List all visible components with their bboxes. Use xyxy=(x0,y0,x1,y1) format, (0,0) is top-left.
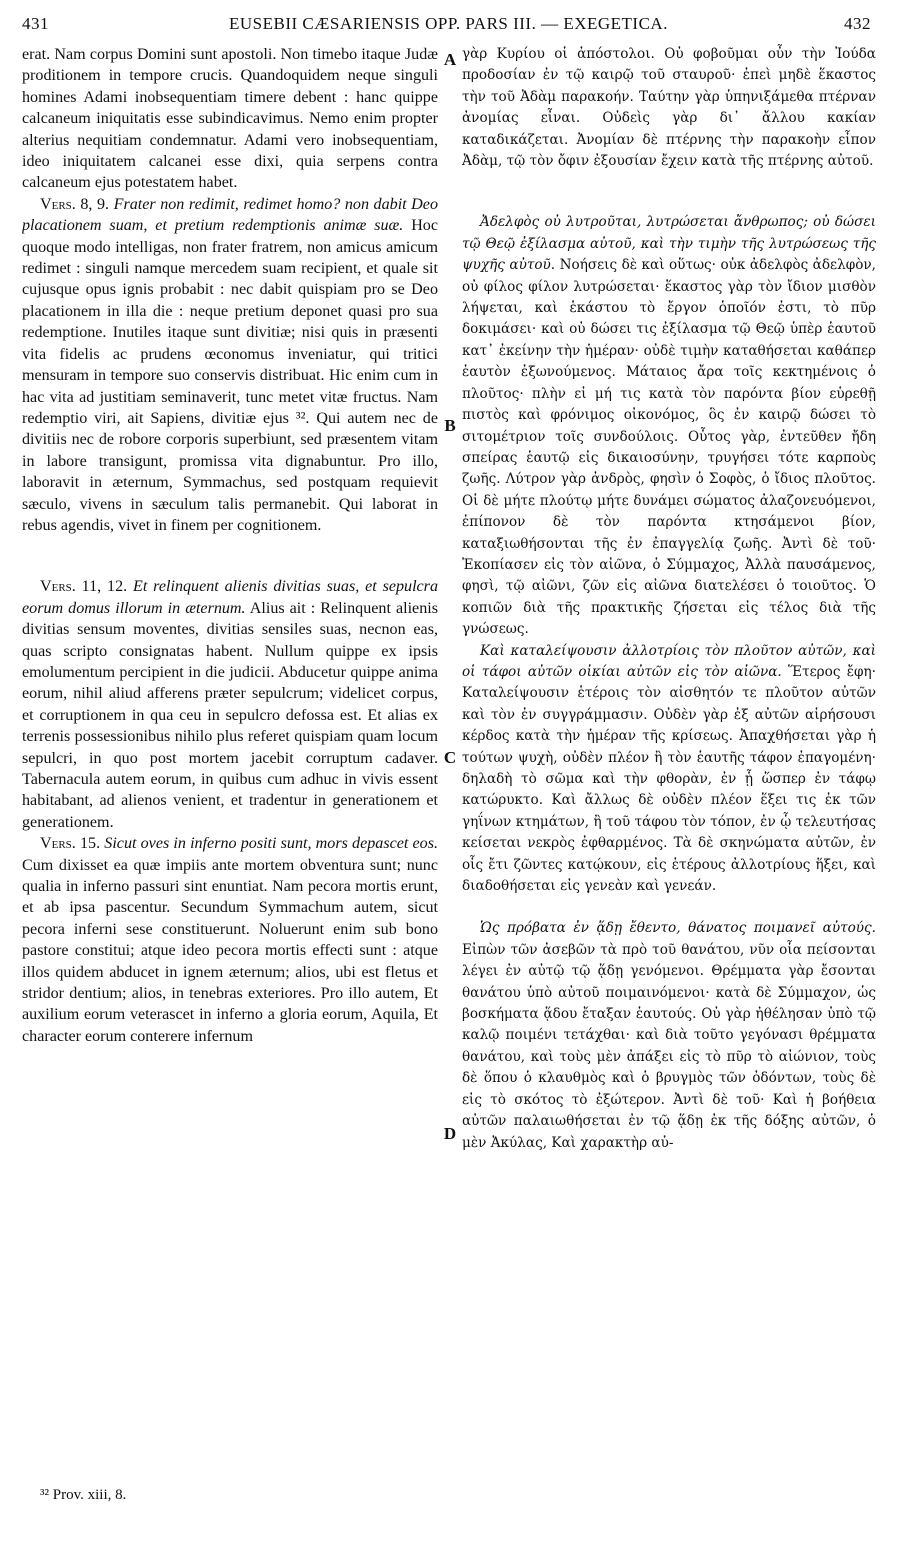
verse-reference: Vers. 15. xyxy=(40,835,101,853)
verse-lemma: Et relinquent alienis divitias suas, et sepulcra eorum domus illorum in æternum. xyxy=(22,578,438,617)
latin-paragraph xyxy=(22,576,438,833)
greek-column xyxy=(462,44,876,1474)
verse-reference: Vers. 8, 9. xyxy=(40,195,110,213)
latin-paragraph: erat. Nam corpus Domini sunt apostoli. Non timebo itaque Judæ proditionem in tempore crucis. Quandoquidem neque singuli homines Adami inobsequentiam timere debent : hanc quippe calcaneum iniquitatis esse subindicavimus. Nemo enim propter alterius nequitiam condemnatur. Adami vero inobsequentiam, ideo iniquitatem calcanei esse dixi, quia serpens contra calcaneum ejus potestatem habet. xyxy=(22,46,438,192)
verse-lemma: Ὡς πρόβατα ἐν ᾅδῃ ἔθεντο, θάνατος ποιμανεῖ αὐτούς. xyxy=(480,920,876,937)
commentary-text: Νοήσεις δὲ καὶ οὕτως· οὐκ ἀδελφὸς ἀδελφὸν, οὐ φίλος φίλον λυτρώσεται· ἕκαστος γὰρ τὸν ἴδιον μισθὸν λήψεται, καὶ ἑκάστου τὸ ἔργον ὁποῖόν ἐστι, τὸ πῦρ δοκιμάσει· καὶ οὐ δώσει τις ἐξίλασμα τῷ Θεῷ ὑπὲρ ἑαυτοῦ κατ᾽ ἐκείνην τὴν ἡμέραν· οὐδὲ τιμὴν καταθήσεται καθάπερ ἑαυτὸν ἐξωνούμενος. Μάταιος ἄρα τοῖς κεκτημένοις ὁ πλοῦτος· πλὴν εἰ μή τις κατὰ τὸν παρόντα βίον εὑρεθῇ πιστὸς καὶ φρόνιμος οἰκονόμος, ὃς ἐν καιρῷ δώσει τὸ σιτομέτριον τοῖς συνδούλοις. Οὗτος γὰρ, ἐντεῦθεν ἤδη σπείρας ἑαυτῷ εἰς δικαιοσύνην, τρυγήσει τότε καρποὺς ζωῆς. Λύτρον γὰρ ἀνδρὸς, φησὶν ὁ Σοφὸς, ὁ ἴδιος πλοῦτος. Οἱ δὲ μήτε πλούτῳ μήτε δυνάμει σώματος ἀλαζονευόμενοι, ἐπίπονον δὲ τὸν παρόντα κτησάμενοι βίον, καταξιωθήσονται τῆς ἐν ἐπαγγελίᾳ ζωῆς. Ἀντὶ δὲ τοῦ· Ἐκοπίασεν εἰς τὸν αἰῶνα, ὁ Σύμμαχος, Ἀλλὰ παυσάμενος, φησὶ, τῷ αἰῶνι, ζῶν εἰς αἰῶνα διατελέσει ὁ τοιοῦτος. Ὁ κοπιῶν διὰ τῆς πρακτικῆς ζήσεται εἰς τέλος διὰ τῆς γνώσεως. xyxy=(462,257,876,638)
commentary-text: Hoc quoque modo intelligas, non frater fratrem, non amicus amicum redimet : singuli namque mercedem suam recipient, et quale sit cujusque opus ignis probabit : nec dabit quispiam pro se Deo placationem in illa die : neque pretium deponet quasi pro sua redemptione. Inutiles itaque sunt divitiæ; nisi quis in præsenti vita fidelis ac prudens œconomus inveniatur, qui tritici mensuram in tempore suo conservis distribuat. Hic enim cum in hac vita ad justitiam seminaverit, tunc metet vitæ fructus. Nam redemptio viri, ait Sapiens, divitiæ ejus ³². Qui autem nec de divitiis nec de robore corporis superbiunt, sed præsentem vitam in labore transigunt, promissa vita dignabuntur. Pro illo, laboravit in æternum, Symmachus, sed postquam requievit sæculo, vivens in sæculum talis permanebit. Qui laborat in rebus agendis, vivet in finem per cognitionem. xyxy=(22,217,438,534)
section-marker-b: B xyxy=(444,416,456,435)
greek-paragraph xyxy=(462,212,876,640)
verse-reference: Vers. 11, 12. xyxy=(40,578,128,596)
commentary-text: Ἕτερος ἔφη· Καταλείψουσιν ἑτέροις τὸν αἰσθητόν τε πλοῦτον αὐτῶν καὶ τὸν ἐν συγγράμμασιν. Οὐδὲν γὰρ ἐξ αὐτῶν αἱρήσουσι κέρδος κατὰ τὴν ἡμέραν τῆς κρίσεως. Ἀπαχθήσεται γὰρ ἡ τούτων ψυχὴ, οὐδὲν πλέον ἢ τὸν ἑαυτῆς τάφον ἐπαγομένη· δηλαδὴ τὸ σῶμα καὶ τὴν φθορὰν, ἐν ᾗ ὥσπερ ἐν τάφῳ κατώρυκτο. Καὶ ἄλλως δὲ οὐδὲν πλέον ἕξει τις ἐκ τῶν γηΐνων κτημάτων, ἢ τοῦ τάφου τὸν τόπον, ἐν ᾧ τελευτήσας κείσεται νεκρὸς ἐφθαρμένος. Τὰ δὲ σκηνώματα αὐτῶν, ἐν οἷς ἔτι ζῶντες κατῴκουν, εἰς ἑτέρους ἀλλοτρίους ἥξει, καὶ διαδοθήσεται εἰς γενεὰν καὶ γενεάν. xyxy=(462,663,876,895)
verse-lemma: Sicut oves in inferno positi sunt, mors depascet eos. xyxy=(104,835,438,853)
running-title: EUSEBII CÆSARIENSIS OPP. PARS III. — EXEGETICA. xyxy=(229,14,668,33)
latin-column xyxy=(22,44,438,1474)
commentary-text: Alius ait : Relinquent alienis divitias sensum moventes, divitias sensiles suas, necnon eas, quas scripto consignatas habent. Nullum quippe ex ipsis emolumentum percipient in die judicii. Abducetur quippe anima eorum, nihil aliud afferens præter sepulcrum; videlicet corpus, et corruptionem in qua ceu in sepulcro defossa est. Et alias ex terrenis possessionibus nihilo plus referet quispiam quam locum sepulcri, in quo post mortem jacebit corruptum cadaver. Tabernacula autem eorum, in quibus cum adhuc in vivis essent habitabant, ad alienos venient, et tradentur in generationem et generationem. xyxy=(22,599,438,831)
verse-lemma: Frater non redimit, redimet homo? non dabit Deo placationem suam, et pretium redemptionis animæ suæ. xyxy=(22,195,438,235)
latin-paragraph xyxy=(22,194,438,537)
verse-lemma: Καὶ καταλείψουσιν ἀλλοτρίοις τὸν πλοῦτον αὐτῶν, καὶ οἱ τάφοι αὐτῶν οἰκίαι αὐτῶν εἰς τὸν αἰῶνα. xyxy=(462,642,876,680)
section-marker-d: D xyxy=(443,1124,457,1143)
section-marker-c: C xyxy=(443,748,457,767)
commentary-text: Cum dixisset ea quæ impiis ante mortem obventura sunt; nunc qualia in inferno passuri sint enuntiat. Nam pecora mortis erunt, et ab ipsa pascentur. Secundum Symmachum autem, sicut pecora inferni sese constituerunt. Noluerunt enim sub bono pastore constitui; atque ideo pecora mortis effecti sunt : atque illos quidem abducet in ignem æternum; alios, ubi est fletus et stridor dentium; alios, in tenebras exteriores. Pro illo autem, Et auxilium eorum veterascet in inferno a gloria eorum, Aquila, Et character eorum conterere infernum xyxy=(22,856,438,1045)
footnote: ³² Prov. xiii, 8. xyxy=(40,1487,127,1503)
verse-lemma: Ἀδελφὸς οὐ λυτροῦται, λυτρώσεται ἄνθρωπος; οὐ δώσει τῷ Θεῷ ἐξίλασμα αὐτοῦ, καὶ τὴν τιμὴν τῆς λυτρώσεως τῆς ψυχῆς αὐτοῦ. xyxy=(462,214,876,274)
greek-paragraph xyxy=(462,918,876,1153)
greek-paragraph: γὰρ Κυρίου οἱ ἀπόστολοι. Οὐ φοβοῦμαι οὖν τὴν Ἰούδα προδοσίαν ἐν τῷ καιρῷ τοῦ σταυροῦ· ἐπεὶ μηδὲ ἕκαστος τὴν τοῦ Ἀδὰμ παρακοήν. Ταύτην γὰρ ὑπηνιξάμεθα πτέρναν ἀνομίας εἶναι. Οὐδεὶς γὰρ δι᾽ ἄλλου κακίαν καταδικάζεται. Ἀνομίαν δὲ πτέρνης τὴν παρακοὴν εἶπον Ἀδὰμ, τῷ τὸν ὄφιν ἐξουσίαν ἔχειν κατὰ τῆς πτέρνης αὐτοῦ. xyxy=(462,46,876,170)
commentary-text: Εἰπὼν τῶν ἀσεβῶν τὰ πρὸ τοῦ θανάτου, νῦν οἷα πείσονται λέγει ἐν αὐτῷ τῷ ᾅδῃ γενόμενοι. Θρέμματα γὰρ ἔσονται θανάτου ὑπὸ αὐτοῦ ποιμαινόμενοι· κατὰ δὲ Σύμμαχον, ὡς βοσκήματα ᾅδου ἔταξαν ἑαυτούς. Οὐ γὰρ ἠθέλησαν ὑπὸ τῷ καλῷ ποιμένι τετάχθαι· καὶ διὰ τοῦτο γεγόνασι θρέμματα θανάτου, καὶ τοὺς μὲν ἀπάξει εἰς τὸ πῦρ τὸ αἰώνιον, τοὺς δὲ ὅπου ὁ κλαυθμὸς καὶ ὁ βρυγμὸς τῶν ὀδόντων, τοὺς δὲ εἰς τὸ σκότος τὸ ἐξώτερον. Ἀντὶ δὲ τοῦ· Καὶ ἡ βοήθεια αὐτῶν παλαιωθήσεται ἐν τῷ ᾅδῃ ἐκ τῆς δόξης αὐτῶν, ὁ μὲν Ἀκύλας, Καὶ χαρακτὴρ αὐ- xyxy=(462,941,876,1151)
page-header xyxy=(0,14,897,40)
page-number-left: 431 xyxy=(22,14,49,33)
section-marker-a: A xyxy=(443,50,457,69)
greek-paragraph xyxy=(462,641,876,898)
page-number-right: 432 xyxy=(844,14,871,33)
latin-paragraph xyxy=(22,833,438,1047)
